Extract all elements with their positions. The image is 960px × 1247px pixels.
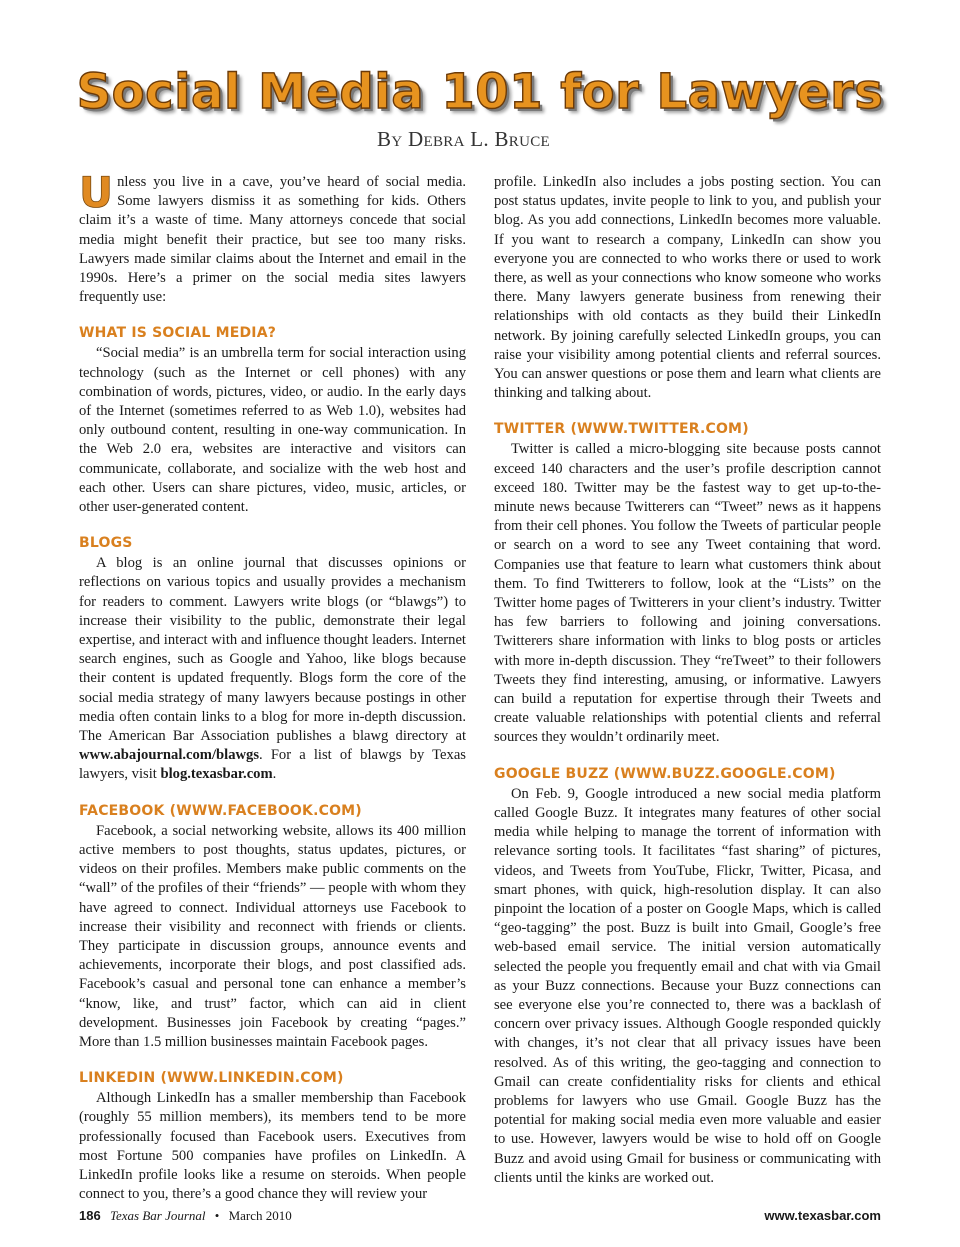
page-footer <box>79 1208 881 1224</box>
magazine-name: Texas Bar Journal <box>109 1208 206 1223</box>
intro-paragraph: Unless you live in a cave, you’ve heard of social media. Some lawyers dismiss it as something for kids. Others claim it’s a waste of time. Many attorneys concede that social media might benefit their practice, but see too many risks. Lawyers made similar claims about the Internet and email in the 1990s. Here’s a primer on the social media sites lawyers frequently use: <box>79 168 466 306</box>
footer-left <box>79 1208 298 1224</box>
heading-google-buzz: GOOGLE BUZZ (WWW.BUZZ.GOOGLE.COM) <box>494 765 836 782</box>
texasbar-blog-link: blog.texasbar.com <box>160 766 273 783</box>
page-number: 186 <box>79 1208 101 1223</box>
paragraph-linkedin-continued: profile. LinkedIn also includes a jobs posting section. You can post status updates, invite people to link to you, and publish your blog. As you add connections, LinkedIn becomes more valuable. If you want to research a company, LinkedIn can show you everyone you are connected to who works there or used to work there, as well as your connections who know someone who works there. Many lawyers generate business from renewing their relationships with old contacts as they build their LinkedIn network. By joining carefully selected LinkedIn groups, you can raise your visibility among potential clients and referral sources. You can answer questions or pose them and learn what clients are thinking and talking about. <box>494 174 881 402</box>
article-title: Social Media 101 for Lawyers <box>76 64 884 120</box>
paragraph-blogs: A blog is an online journal that discusses opinions or reflections on various topics and usually provides a mechanism for readers to comment. Lawyers write blogs (or “blawgs”) to increase their visibility to the public, demonstrate their legal expertise, and interact with and influence thought leaders. Internet search engines, such as Google and Yahoo, like blogs because their content is updated frequently. Blogs form the core of the social media strategy of many lawyers because postings in other media often contain links to a blog for more in-depth discussion. The American Bar Association publishes a blawg directory at www.abajournal.com/blawgs. For a list of blawgs by Texas lawyers, visit blog.texasbar.com. <box>79 555 466 783</box>
heading-blogs: BLOGS <box>79 535 133 552</box>
paragraph-what-is-social-media: “Social media” is an umbrella term for social interaction using technology (such as the Internet or cell phones) with any combination of words, pictures, video, or audio. In the early days of the Internet (sometimes referred to as Web 1.0), websites had only outbound content, resulting in one-way communication. In the Web 2.0 era, websites are interactive and visitors can communicate, collaborate, and socialize with the web host and each other. Users can share pictures, video, music, articles, or other user-generated content. <box>79 345 466 516</box>
footer-url: www.texasbar.com <box>764 1208 881 1223</box>
footer-bullet: • <box>214 1208 220 1223</box>
abajournal-link: www.abajournal.com/blawgs <box>79 747 260 764</box>
issue-date: March 2010 <box>228 1208 292 1223</box>
paragraph-facebook: Facebook, a social networking website, allows its 400 million active members to post thoughts, status updates, pictures, or videos on their profiles. Members make public comments on the “wall” of the profiles of their “friends” — people with whom they have agreed to connect. Individual attorneys use Facebook to increase their visibility and reconnect with friends or clients. They participate in discussion groups, announce events and achievements, incorporate their blogs, and post classified ads. Facebook’s casual and personal tone can enhance a member’s “know, like, and trust” factor, which can aid in client development. Businesses join Facebook by creating “pages.” More than 1.5 million businesses maintain Facebook pages. <box>79 822 466 1050</box>
left-column <box>79 168 466 1204</box>
paragraph-linkedin: Although LinkedIn has a smaller membership than Facebook (roughly 55 million members), its members tend to be more professionally focused than Facebook users. Executives from most Fortune 500 companies have profiles on LinkedIn. A LinkedIn profile looks like a resume on steroids. When people connect to you, there’s a good chance they will review your <box>79 1090 466 1203</box>
heading-what-is-social-media: WHAT IS SOCIAL MEDIA? <box>79 325 277 342</box>
heading-twitter: TWITTER (WWW.TWITTER.COM) <box>494 421 749 438</box>
paragraph-twitter: Twitter is called a micro-blogging site because posts cannot exceed 140 characters and the user’s profile description cannot exceed 180. Twitter may be the fastest way to get up-to-the-minute news because Twitterers can “Tweet” news as it happens from their cell phones. You follow the Tweets of particular people or search on a word to see any Tweet containing that word. Companies use that feature to learn what customers think about them. To find Twitterers to follow, look at the “Lists” on the Twitter home pages of Twitterers in your client’s industry. Twitter has few barriers to following and joining conversations. Twitterers share information with links to blog posts or articles with more in-depth discussion. They “reTweet” to their followers Tweets they find interesting, amusing, or informative. Lawyers can build a reputation for expertise through their Tweets and create valuable relationships with potential clients and referral sources they wouldn’t ordinarily meet. <box>494 441 881 746</box>
byline: By Debra L. Bruce <box>377 127 550 151</box>
right-column <box>494 173 881 1188</box>
heading-linkedin: LINKEDIN (WWW.LINKEDIN.COM) <box>79 1070 344 1087</box>
drop-cap: U <box>79 168 114 217</box>
paragraph-google-buzz: On Feb. 9, Google introduced a new social media platform called Google Buzz. It integrates many features of other social media while helping to manage the torrent of information with relevance sorting tools. It facilitates “fast sharing” of pictures, videos, and Tweets from YouTube, Flickr, Twitter, Picasa, and smart phones, with quick, high-resolution display. It can also pinpoint the location of a poster on Google Maps, which is called “geo-tagging” the post. Buzz is built into Gmail, Google’s free web-based email service. The initial version automatically selected the people you frequently email and chat with via Gmail as your Buzz connections. Because your Buzz connections can see everyone else you’re connected to, there was a backlash of concern over privacy issues. Although Google responded quickly with changes, it’s not clear that all privacy issues have been resolved. As of this writing, the geo-tagging and connection to Gmail can create confidentiality risks for clients and ethical problems for lawyers who use Gmail. Google Buzz has the potential for making social media even more valuable and easier to use. However, lawyers would be wise to hold off on Google Buzz and avoid using Gmail for business or communicating with clients until the kinks are worked out. <box>494 785 881 1186</box>
heading-facebook: FACEBOOK (WWW.FACEBOOK.COM) <box>79 802 362 819</box>
